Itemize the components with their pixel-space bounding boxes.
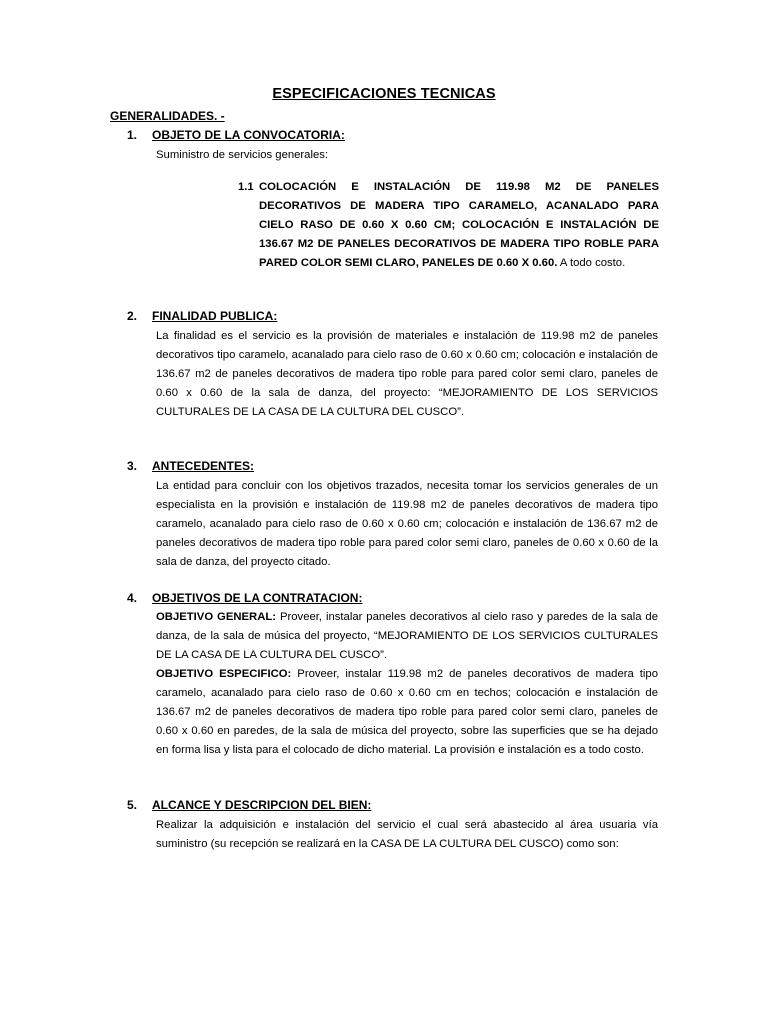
section-1-intro: Suministro de servicios generales: xyxy=(156,149,329,161)
section-1-heading: OBJETO DE LA CONVOCATORIA: xyxy=(152,128,345,142)
section-3-number: 3. xyxy=(127,459,138,473)
objetivo-general-text: Proveer, instalar paneles decorativos al cielo raso y paredes de la sala de danza, de la sala de música del proyecto, “MEJORAMIENTO DE LOS SERVICIOS CULTURALES DE LA CASA DE LA CULTURA DEL CUSCO”. xyxy=(156,611,658,661)
section-3-body: La entidad para concluir con los objetivos trazados, necesita tomar los servicios generales de un especialista en la provisión e instalación de 119.98 m2 de paneles decorativos de madera tipo caramelo, acanalado para cielo raso de 0.60 x 0.60 cm; colocación e instalación de 136.67 m2 de paneles decorativos de madera tipo roble para pared color semi claro, paneles de 0.60 x 0.60 de la sala de danza, del proyecto citado. xyxy=(156,480,658,568)
section-5-heading: ALCANCE Y DESCRIPCION DEL BIEN: xyxy=(152,798,372,812)
section-4-general-objective xyxy=(156,608,658,665)
objetivo-general-label: OBJETIVO GENERAL: xyxy=(156,611,277,623)
subsection-1-1-rest-text: A todo costo. xyxy=(557,257,626,269)
subsection-1-1-bold-text: COLOCACIÓN E INSTALACIÓN DE 119.98 M2 DE PANELES DECORATIVOS DE MADERA TIPO CARAMELO, ACANALADO PARA CIELO RASO DE 0.60 X 0.60 CM; COLOCACIÓN E INSTALACIÓN DE 136.67 M2 DE PANELES DECORATIVOS DE MADERA TIPO ROBLE PARA PARED COLOR SEMI CLARO, PANELES DE 0.60 X 0.60. xyxy=(259,181,659,269)
section-5-body: Realizar la adquisición e instalación del servicio el cual será abastecido al área usuaria vía suministro (su recepción se realizará en la CASA DE LA CULTURA DEL CUSCO) como son: xyxy=(156,819,658,850)
objetivo-especifico-label: OBJETIVO ESPECIFICO: xyxy=(156,668,292,680)
section-2-heading: FINALIDAD PUBLICA: xyxy=(152,309,278,323)
subsection-1-1-number: 1.1 xyxy=(238,181,254,193)
section-5-number: 5. xyxy=(127,798,138,812)
section-3-heading: ANTECEDENTES: xyxy=(152,459,255,473)
section-4-specific-objective xyxy=(156,665,658,760)
section-4-number: 4. xyxy=(127,591,138,605)
section-4-heading: OBJETIVOS DE LA CONTRATACION: xyxy=(152,591,363,605)
document-title: ESPECIFICACIONES TECNICAS xyxy=(272,86,496,102)
subsection-1-1-text xyxy=(259,178,659,273)
section-2-number: 2. xyxy=(127,309,138,323)
generalidades-heading: GENERALIDADES. - xyxy=(110,109,225,123)
objetivo-especifico-text: Proveer, instalar 119.98 m2 de paneles decorativos de madera tipo caramelo, acanalado para cielo raso de 0.60 x 0.60 cm en techos; colocación e instalación de 136.67 m2 de paneles decorativos de madera tipo roble para pared color semi claro, paneles de 0.60 x 0.60 en paredes, de la sala de música del proyecto, sobre las superficies que se ha dejado en forma lisa y lista para el colocado de dicho material. La provisión e instalación es a todo costo. xyxy=(156,668,658,756)
section-2-body: La finalidad es el servicio es la provisión de materiales e instalación de 119.98 m2 de paneles decorativos tipo caramelo, acanalado para cielo raso de 0.60 x 0.60 cm; colocación e instalación de 136.67 m2 de paneles decorativos de madera tipo roble para pared color semi claro, paneles de 0.60 x 0.60 de la sala de danza, del proyecto: “MEJORAMIENTO DE LOS SERVICIOS CULTURALES DE LA CASA DE LA CULTURA DEL CUSCO”. xyxy=(156,330,658,418)
section-1-number: 1. xyxy=(127,128,138,142)
